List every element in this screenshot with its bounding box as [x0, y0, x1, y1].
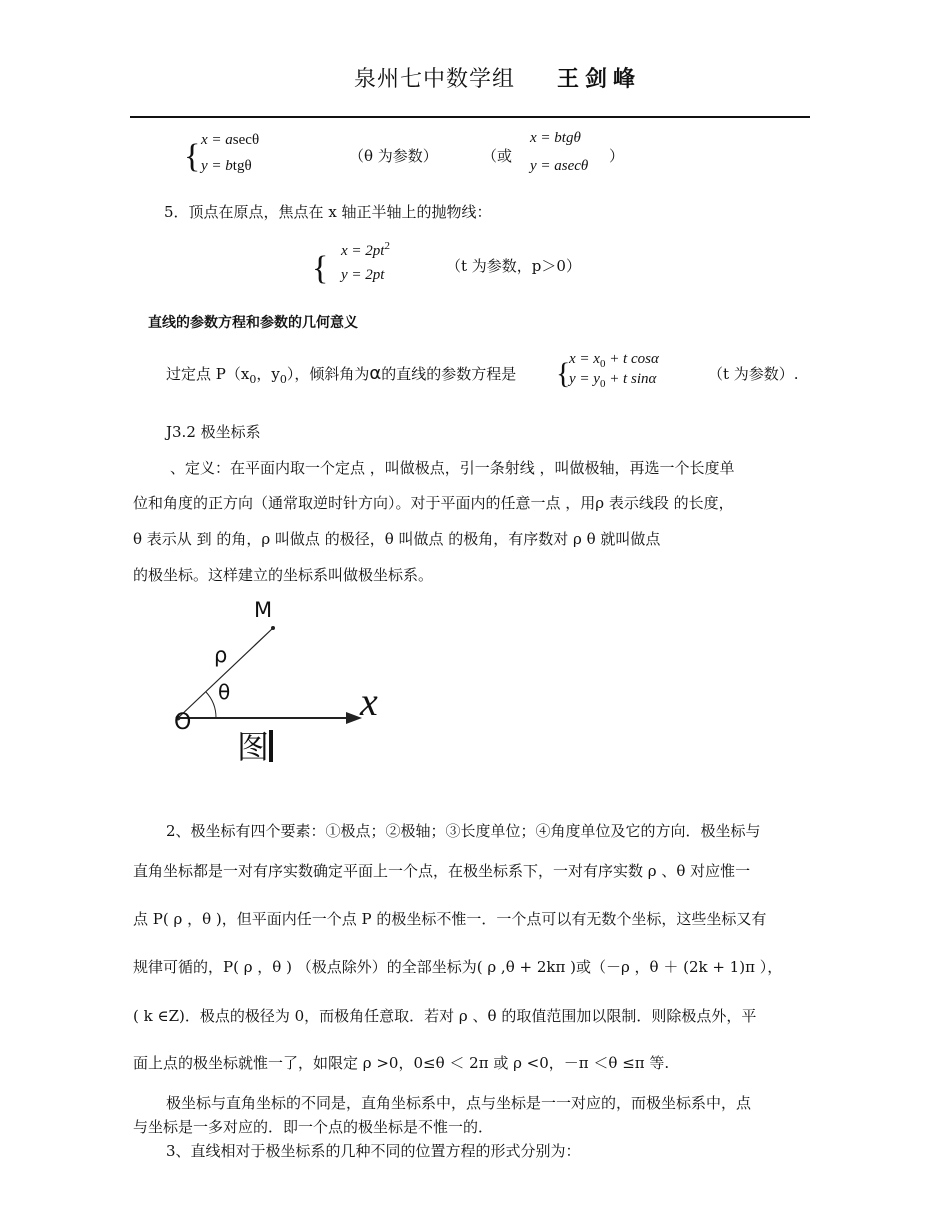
- ls-eq2-sub: 0: [599, 378, 606, 390]
- fig-label-o: O: [174, 710, 192, 735]
- header-author: 王剑峰: [557, 66, 642, 92]
- hyperbola-eq-line2: [201, 158, 252, 175]
- item5-text: 5．顶点在原点，焦点在 x 轴正半轴上的抛物线：: [164, 203, 492, 221]
- hyp-l2-a: y = b: [201, 158, 233, 174]
- item2-line5: ( k ∈Z)．极点的极径为 0，而极角任意取．若对 ρ 、θ 的取值范围加以限制．则除极点外，平: [133, 1007, 757, 1025]
- fig-caption-text: 图: [237, 728, 270, 766]
- hyp-l2-b: tg: [232, 158, 245, 174]
- ls-text-d: 的直线的参数方程是: [381, 365, 517, 383]
- fig-caption-bar: [269, 730, 273, 762]
- j32-def-line3: θ 表示从 到 的角，ρ 叫做点 的极径，θ 叫做点 的极角，有序数对 ρ θ 就叫做点: [133, 530, 661, 548]
- ls-eq1-sub: 0: [599, 358, 606, 370]
- ls-eq2-a: y = y: [569, 371, 600, 387]
- j32-heading: J3.2 极坐标系: [166, 423, 261, 441]
- ls-text-b: ，y: [256, 365, 280, 383]
- fig-label-theta: θ: [218, 680, 231, 704]
- hyperbola-alt-line2: y = asecθ: [530, 158, 589, 174]
- j32-def-line1: 、定义：在平面内取一个定点 ，叫做极点，引一条射线 ，叫做极轴，再选一个长度单: [170, 459, 735, 477]
- brace-line: {: [556, 357, 571, 390]
- hyperbola-eq-line1: [201, 132, 259, 149]
- item2-line6: 面上点的极坐标就惟一了，如限定 ρ >0，0≤θ ＜ 2π 或 ρ <0，－π ＜θ ≤π 等.: [133, 1054, 670, 1072]
- parabola-l1: x = 2pt: [341, 243, 385, 259]
- hyperbola-alt-line1: x = btgθ: [530, 130, 581, 146]
- item2-line3: 点 P( ρ ，θ )，但平面内任一个点 P 的极坐标不惟一．一个点可以有无数个坐标，这些坐标又有: [133, 910, 767, 928]
- ls-eq1-a: x = x: [569, 351, 600, 367]
- header-rule: [130, 116, 810, 118]
- angle-arc: [206, 692, 216, 718]
- fig-label-rho: ρ: [214, 643, 228, 667]
- header-title: 泉州七中数学组: [354, 67, 516, 92]
- line-eq2: [569, 371, 656, 390]
- fig-label-x: x: [360, 679, 378, 724]
- hyperbola-param-note: （θ 为参数）: [349, 147, 438, 165]
- hyperbola-alt-close: ）: [609, 147, 625, 165]
- fig-caption: [237, 722, 273, 768]
- ls-sub0b: 0: [279, 373, 287, 386]
- line-note: （t 为参数）.: [708, 365, 799, 383]
- line-eq1: [569, 351, 659, 370]
- brace-parabola: {: [312, 250, 329, 287]
- compare-line2: 与坐标是一多对应的．即一个点的极坐标是不惟一的．: [133, 1118, 494, 1136]
- parabola-note: （t 为参数，p＞0）: [446, 257, 581, 275]
- hyp-l2-c: θ: [244, 158, 252, 174]
- brace-hyperbola: {: [184, 138, 201, 175]
- ls-alpha: α: [369, 363, 382, 384]
- item2-line4: 规律可循的，P( ρ ，θ ) （极点除外）的全部坐标为( ρ ,θ + 2kπ )或（－ρ ，θ ＋ (2k + 1)π ），: [133, 958, 783, 976]
- hyp-l1-a: x = a: [201, 132, 233, 148]
- ls-text-c: ），倾斜角为: [286, 365, 370, 383]
- j32-def-line4: 的极坐标。这样建立的坐标系叫做极坐标系。: [133, 566, 434, 584]
- ls-eq2-b: + t sinα: [609, 371, 657, 387]
- ray-om: [178, 628, 273, 718]
- item2-line2: 直角坐标都是一对有序实数确定平面上一个点，在极坐标系下，一对有序实数 ρ 、θ 对应惟一: [133, 862, 751, 880]
- hyperbola-alt-open: （或: [482, 147, 513, 165]
- line-section-text: [166, 363, 516, 386]
- fig-label-m: M: [254, 598, 273, 622]
- item2-line1: 2、极坐标有四个要素：①极点；②极轴；③长度单位；④角度单位及它的方向．极坐标与: [166, 822, 761, 840]
- ls-sub0a: 0: [249, 373, 257, 386]
- j32-def-line2: 位和角度的正方向（通常取逆时针方向）。对于平面内的任意一点 ，用ρ 表示线段 的长度，: [133, 494, 734, 512]
- line-section-heading: 直线的参数方程和参数的几何意义: [148, 315, 358, 331]
- parabola-sup: 2: [384, 240, 390, 252]
- compare-line1: 极坐标与直角坐标的不同是，直角坐标系中，点与坐标是一一对应的，而极坐标系中，点: [166, 1094, 752, 1112]
- ls-text-a: 过定点 P（x: [166, 365, 250, 383]
- parabola-line2: y = 2pt: [341, 267, 385, 283]
- hyp-l1-c: θ: [251, 132, 260, 148]
- item3-text: 3、直线相对于极坐标系的几种不同的位置方程的形式分别为：: [166, 1142, 581, 1160]
- point-m: [271, 626, 275, 630]
- hyp-l1-b: sec: [232, 132, 252, 148]
- ls-eq1-b: + t cosα: [609, 351, 659, 367]
- parabola-line1: [341, 240, 390, 260]
